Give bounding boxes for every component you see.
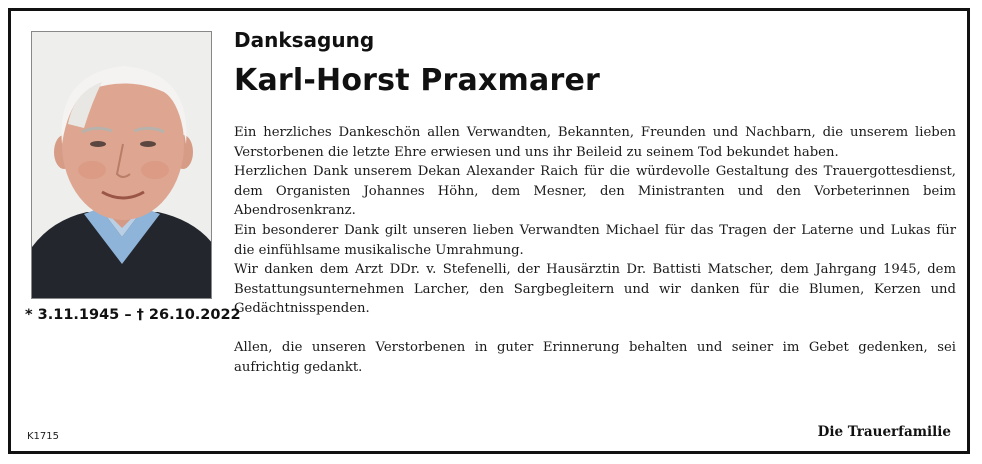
deceased-name: Karl-Horst Praxmarer <box>234 63 600 98</box>
paragraph: Allen, die unseren Verstorbenen in guter Erinnerung behalten und seiner im Gebet gedenken, sei aufrichtig gedankt. <box>234 339 956 375</box>
paragraph: Ein besonderer Dank gilt unseren lieben Verwandten Michael für das Tragen der Laterne und Lukas für die einfühlsame musikalische Umrahmung. <box>234 222 956 258</box>
paragraph: Wir danken dem Arzt DDr. v. Stefenelli, der Hausärztin Dr. Battisti Matscher, dem Jahrgang 1945, dem Bestattungsunternehmen Larcher, den Sargbegleitern und wir danken für die Blumen, Kerzen und Gedächtnisspenden. <box>234 262 956 317</box>
reference-code: K1715 <box>27 431 60 442</box>
signature: Die Trauerfamilie <box>817 424 951 440</box>
paragraph: Ein herzliches Dankeschön allen Verwandten, Bekannten, Freunden und Nachbarn, die unserem lieben Verstorbenen die letzte Ehre erwiesen und uns ihr Beileid zu seinem Tod bekundet haben. <box>234 125 956 160</box>
obituary-card <box>8 8 970 454</box>
life-dates: * 3.11.1945 – † 26.10.2022 <box>25 307 241 323</box>
portrait-photo <box>31 31 212 299</box>
message-body <box>234 123 956 377</box>
card-heading: Danksagung <box>234 28 375 52</box>
paragraph: Herzlichen Dank unserem Dekan Alexander Raich für die würdevolle Gestaltung des Trauergottesdienst, dem Organisten Johannes Höhn, dem Mesner, den Ministranten und den Vorbeterinnen beim Abendrosenkranz. <box>234 164 956 219</box>
